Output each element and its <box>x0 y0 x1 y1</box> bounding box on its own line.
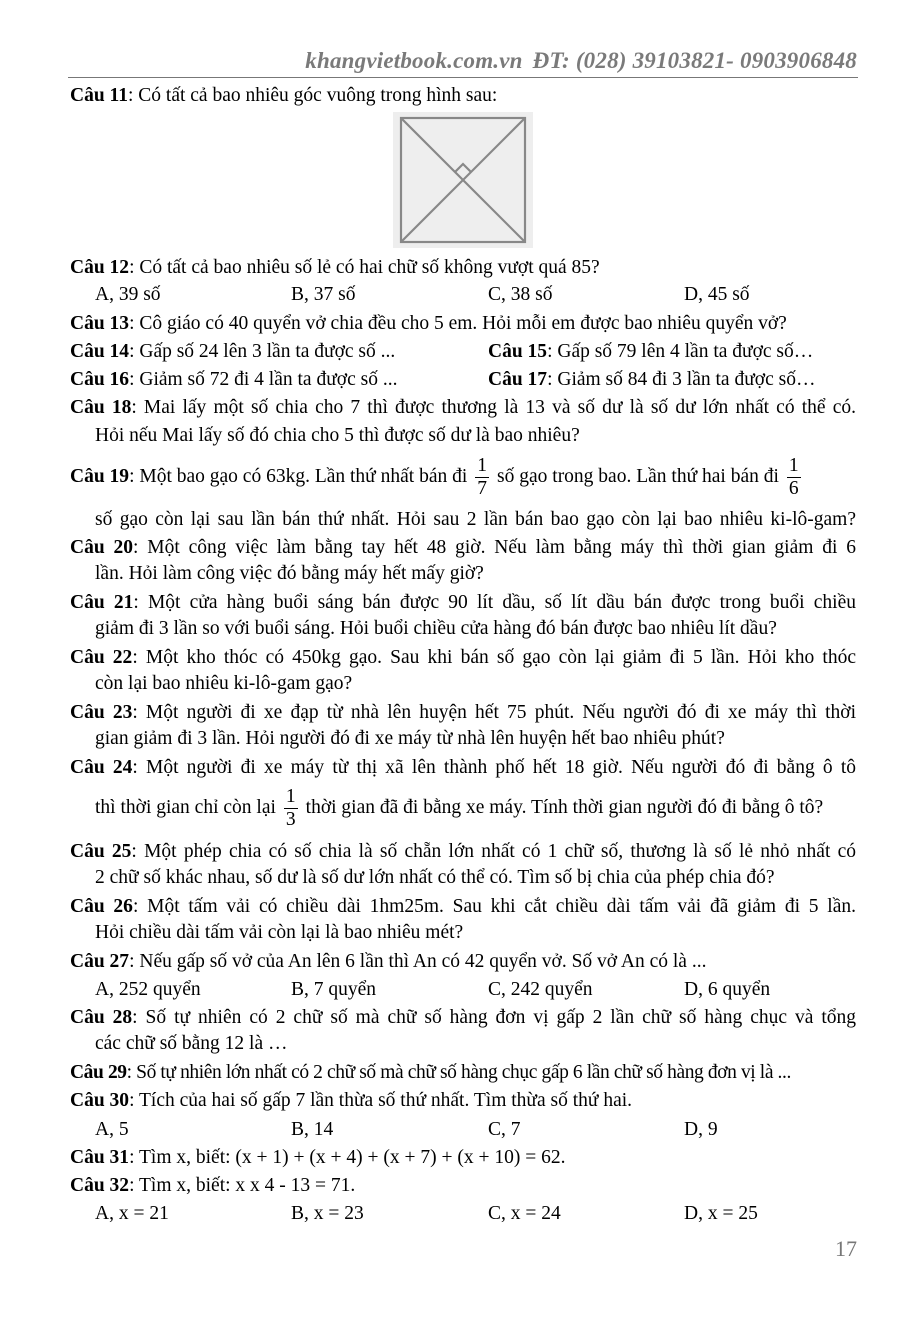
question-22 <box>70 646 856 670</box>
option-a: A, 39 số <box>95 284 161 305</box>
denominator: 6 <box>788 478 799 500</box>
q-label: Câu 19 <box>70 466 130 487</box>
question-13 <box>70 312 856 336</box>
header-phone: ĐT: (028) 39103821- 0903906848 <box>532 48 857 73</box>
question-30 <box>70 1089 856 1113</box>
q-label: Câu 30 <box>70 1090 130 1111</box>
question-26 <box>70 895 856 919</box>
q-label: Câu 31 <box>70 1147 130 1168</box>
numerator: 1 <box>285 786 296 808</box>
option-b: B, 37 số <box>291 284 356 305</box>
option-a: A, 5 <box>95 1119 129 1140</box>
q-text: thời gian đã đi bằng xe máy. Tính thời gian người đó đi bằng ô tô? <box>305 797 824 818</box>
q-text: : Một người đi xe máy từ thị xã lên thành phố hết 18 giờ. Nếu người đó đi bằng ô tô <box>132 757 856 778</box>
option-d: D, 9 <box>684 1119 718 1140</box>
question-27 <box>70 950 856 974</box>
page-header <box>295 48 857 74</box>
q-text: : Cô giáo có 40 quyển vở chia đều cho 5 em. Hỏi mỗi em được bao nhiêu quyển vở? <box>129 313 787 334</box>
q-label: Câu 13 <box>70 313 130 334</box>
question-25-cont: 2 chữ số khác nhau, số dư là số dư lớn nhất có thể có. Tìm số bị chia của phép chia đó? <box>95 867 775 888</box>
fraction-1-3 <box>284 786 298 831</box>
option-a: A, x = 21 <box>95 1203 169 1224</box>
question-12 <box>70 256 856 280</box>
q-text: : Giảm số 84 đi 3 lần ta được số… <box>547 369 816 390</box>
option-d: D, 6 quyển <box>684 979 771 1000</box>
q-text: : Một bao gạo có 63kg. Lần thứ nhất bán đi <box>129 466 468 487</box>
q-text: số gạo trong bao. Lần thứ hai bán đi <box>497 466 779 487</box>
question-25 <box>70 840 856 864</box>
q-text: : Tích của hai số gấp 7 lần thừa số thứ nhất. Tìm thừa số thứ hai. <box>129 1090 633 1111</box>
q-text: : Gấp số 79 lên 4 lần ta được số… <box>547 341 814 362</box>
q-text: : Gấp số 24 lên 3 lần ta được số ... <box>129 341 396 362</box>
question-24-cont <box>95 785 856 831</box>
question-20-cont: lần. Hỏi làm công việc đó bằng máy hết mấy giờ? <box>95 563 484 584</box>
fraction-1-6 <box>787 455 801 500</box>
question-22-cont: còn lại bao nhiêu ki-lô-gam gạo? <box>95 673 353 694</box>
q-text: : Một người đi xe đạp từ nhà lên huyện hết 75 phút. Nếu người đó đi xe máy thì thời <box>132 702 856 723</box>
page-number: 17 <box>835 1236 857 1261</box>
q-text: : Một cửa hàng buổi sáng bán được 90 lít dầu, số lít dầu bán được trong buổi chiều <box>133 592 856 613</box>
option-c: C, 38 số <box>488 284 553 305</box>
header-site: khangvietbook.com.vn <box>305 48 523 73</box>
question-29 <box>70 1061 856 1085</box>
q-text: : Một phép chia có số chia là số chẵn lớn nhất có 1 chữ số, thương là số lẻ nhỏ nhất có <box>131 841 856 862</box>
q-text: : Một kho thóc có 450kg gạo. Sau khi bán số gạo còn lại giảm đi 5 lần. Hỏi kho thóc <box>132 647 856 668</box>
q-label: Câu 26 <box>70 896 133 917</box>
q-label: Câu 24 <box>70 757 133 778</box>
q-text: : Một công việc làm bằng tay hết 48 giờ. Nếu làm bằng máy thì thời gian giảm đi 6 <box>133 537 856 558</box>
q-text: : Một tấm vải có chiều dài 1hm25m. Sau khi cắt chiều dài tấm vải đã giảm đi 5 lần. <box>132 896 856 917</box>
q-label: Câu 16 <box>70 369 130 390</box>
question-17 <box>488 368 815 392</box>
q-text: : Nếu gấp số vở của An lên 6 lần thì An có 42 quyển vở. Số vở An có là ... <box>129 951 707 972</box>
question-23 <box>70 701 856 725</box>
q-text: : Số tự nhiên có 2 chữ số mà chữ số hàng đơn vị gấp 2 lần chữ số hàng chục và tổng <box>132 1007 856 1028</box>
q-text: : Tìm x, biết: (x + 1) + (x + 4) + (x + 7) + (x + 10) = 62. <box>129 1147 566 1168</box>
q-label: Câu 11 <box>70 85 128 106</box>
option-b: B, 7 quyển <box>291 979 377 1000</box>
header-rule <box>68 77 858 78</box>
question-32 <box>70 1174 856 1198</box>
question-31 <box>70 1146 856 1170</box>
option-c: C, 7 <box>488 1119 521 1140</box>
question-23-cont: gian giảm đi 3 lần. Hỏi người đó đi xe máy từ nhà lên huyện hết bao nhiêu phút? <box>95 728 725 749</box>
q-label: Câu 32 <box>70 1175 130 1196</box>
q-label: Câu 18 <box>70 397 132 418</box>
square-diagonals-figure <box>393 112 533 248</box>
question-24 <box>70 756 856 780</box>
q-text: thì thời gian chỉ còn lại <box>95 797 276 818</box>
numerator: 1 <box>477 455 488 477</box>
question-28 <box>70 1006 856 1030</box>
q-text: : Giảm số 72 đi 4 lần ta được số ... <box>129 369 398 390</box>
q-label: Câu 20 <box>70 537 134 558</box>
question-26-cont: Hỏi chiều dài tấm vải còn lại là bao nhiêu mét? <box>95 922 464 943</box>
q-text: : Tìm x, biết: x x 4 - 13 = 71. <box>129 1175 356 1196</box>
denominator: 7 <box>477 478 488 500</box>
option-b: B, x = 23 <box>291 1203 364 1224</box>
question-19 <box>70 454 856 500</box>
option-c: C, 242 quyển <box>488 979 593 1000</box>
q-label: Câu 21 <box>70 592 134 613</box>
question-21 <box>70 591 856 615</box>
question-18 <box>70 396 856 420</box>
denominator: 3 <box>285 809 296 831</box>
q-label: Câu 29 <box>70 1062 127 1083</box>
q-text: : Mai lấy một số chia cho 7 thì được thương là 13 và số dư là số dư lớn nhất có thể có. <box>131 397 856 418</box>
q-label: Câu 15 <box>488 341 548 362</box>
q-label: Câu 17 <box>488 369 548 390</box>
q-label: Câu 27 <box>70 951 130 972</box>
question-18-cont: Hỏi nếu Mai lấy số đó chia cho 5 thì được số dư là bao nhiêu? <box>95 425 580 446</box>
question-11 <box>70 84 856 108</box>
option-d: D, 45 số <box>684 284 750 305</box>
q-label: Câu 23 <box>70 702 133 723</box>
q-label: Câu 14 <box>70 341 130 362</box>
q-label: Câu 12 <box>70 257 130 278</box>
q-label: Câu 25 <box>70 841 132 862</box>
question-28-cont: các chữ số bằng 12 là … <box>95 1033 288 1054</box>
question-19-cont: số gạo còn lại sau lần bán thứ nhất. Hỏi sau 2 lần bán bao gạo còn lại bao nhiêu ki-lô-gam? <box>95 509 856 530</box>
q-text: : Số tự nhiên lớn nhất có 2 chữ số mà chữ số hàng chục gấp 6 lần chữ số hàng đơn vị là ... <box>126 1062 791 1083</box>
question-15 <box>488 340 813 364</box>
option-d: D, x = 25 <box>684 1203 758 1224</box>
option-a: A, 252 quyển <box>95 979 201 1000</box>
question-20 <box>70 536 856 560</box>
option-b: B, 14 <box>291 1119 334 1140</box>
q-label: Câu 28 <box>70 1007 133 1028</box>
q-label: Câu 22 <box>70 647 133 668</box>
question-21-cont: giảm đi 3 lần so với buổi sáng. Hỏi buổi chiều cửa hàng đó bán được bao nhiêu lít dầu? <box>95 618 777 639</box>
numerator: 1 <box>788 455 799 477</box>
fraction-1-7 <box>475 455 489 500</box>
option-c: C, x = 24 <box>488 1203 561 1224</box>
q-text: : Có tất cả bao nhiêu góc vuông trong hình sau: <box>127 85 498 106</box>
q-text: : Có tất cả bao nhiêu số lẻ có hai chữ số không vượt quá 85? <box>129 257 600 278</box>
